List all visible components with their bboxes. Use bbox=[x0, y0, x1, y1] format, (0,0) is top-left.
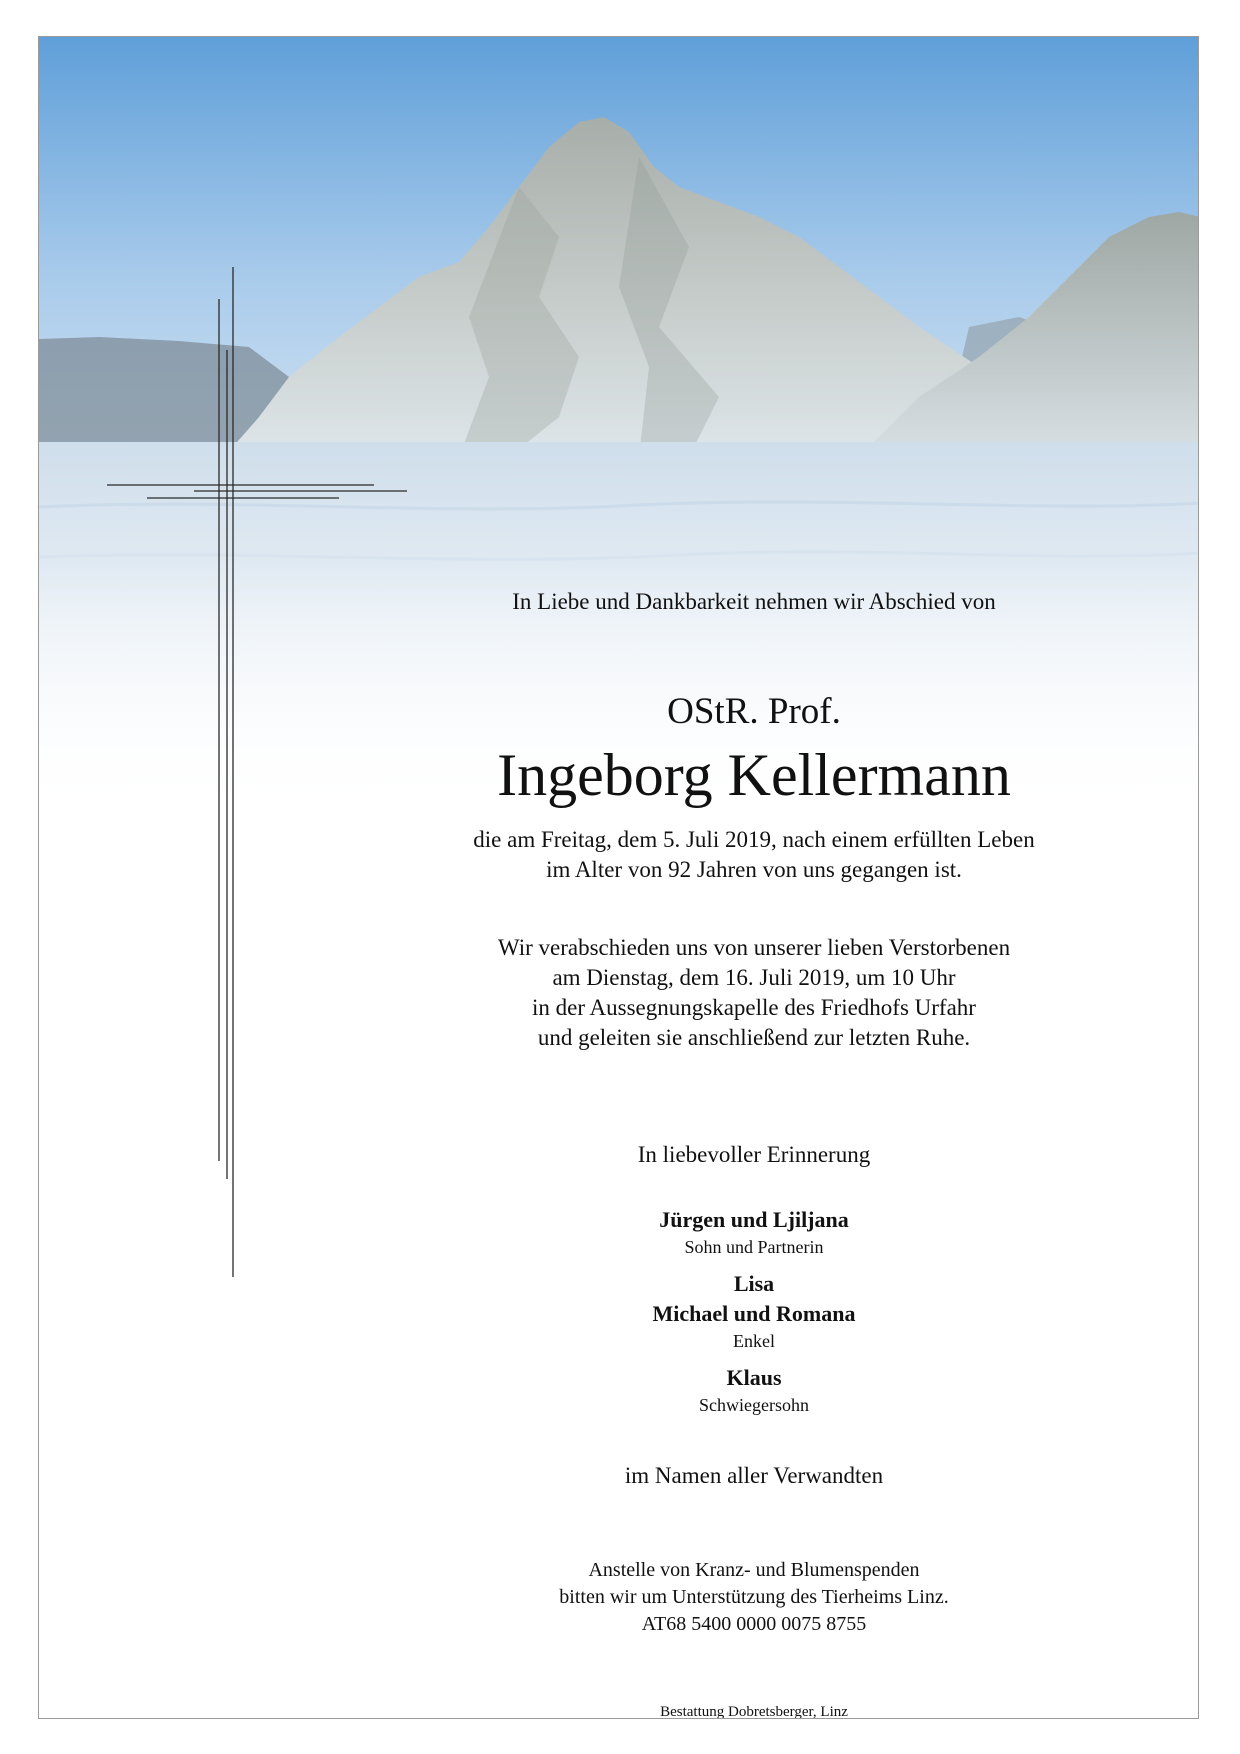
farewell-line: am Dienstag, dem 16. Juli 2019, um 10 Uhr bbox=[552, 965, 956, 990]
iban-line: AT68 5400 0000 0075 8755 bbox=[641, 1613, 867, 1635]
donation-note bbox=[379, 1557, 1129, 1638]
mourner-relation: Sohn und Partnerin bbox=[684, 1237, 824, 1257]
mourner-group bbox=[379, 1363, 1129, 1417]
passing-paragraph bbox=[379, 825, 1129, 885]
mourner-name: Klaus bbox=[726, 1365, 782, 1390]
relatives-line: im Namen aller Verwandten bbox=[624, 1463, 884, 1488]
mourner-relation: Schwiegersohn bbox=[699, 1395, 809, 1415]
deceased-name: Ingeborg Kellermann bbox=[497, 742, 1011, 808]
passing-line: im Alter von 92 Jahren von uns gegangen ist. bbox=[546, 857, 962, 882]
farewell-paragraph bbox=[379, 933, 1129, 1053]
mourner-name: Lisa bbox=[733, 1271, 775, 1296]
mourner-group bbox=[379, 1269, 1129, 1353]
academic-title: OStR. Prof. bbox=[667, 691, 841, 732]
funeral-home-footer: Bestattung Dobretsberger, Linz bbox=[660, 1704, 848, 1719]
mourner-name: Michael und Romana bbox=[652, 1301, 856, 1326]
farewell-line: und geleiten sie anschließend zur letzten Ruhe. bbox=[537, 1025, 971, 1050]
obituary-card bbox=[38, 36, 1199, 1719]
donation-line: bitten wir um Unterstützung des Tierheims Linz. bbox=[559, 1586, 949, 1608]
donation-line: Anstelle von Kranz- und Blumenspenden bbox=[588, 1559, 920, 1581]
mourner-group bbox=[379, 1205, 1129, 1259]
memory-line: In liebevoller Erinnerung bbox=[637, 1142, 871, 1167]
mourners-list bbox=[379, 1205, 1129, 1427]
mourner-name: Jürgen und Ljiljana bbox=[659, 1207, 849, 1232]
mourner-relation: Enkel bbox=[733, 1331, 775, 1351]
passing-line: die am Freitag, dem 5. Juli 2019, nach einem erfüllten Leben bbox=[473, 827, 1035, 852]
farewell-line: Wir verabschieden uns von unserer lieben Verstorbenen bbox=[497, 935, 1011, 960]
intro-line: In Liebe und Dankbarkeit nehmen wir Abschied von bbox=[512, 589, 996, 614]
farewell-line: in der Aussegnungskapelle des Friedhofs Urfahr bbox=[532, 995, 976, 1020]
